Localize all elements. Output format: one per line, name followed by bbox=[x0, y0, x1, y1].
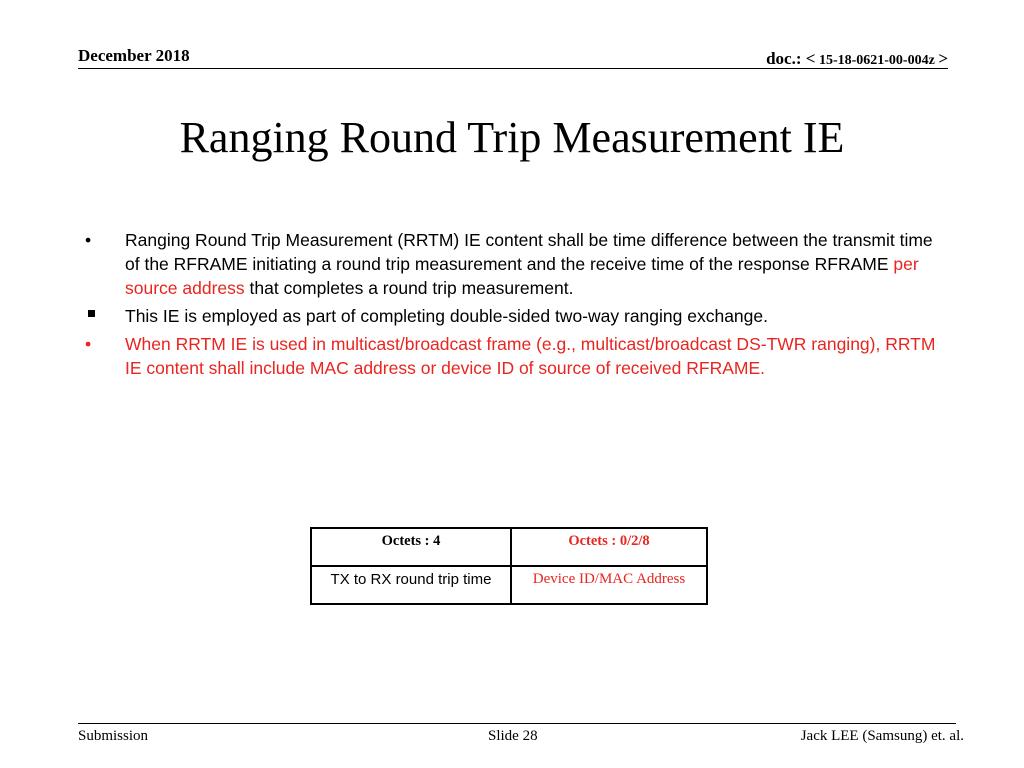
table-header-cell: Octets : 4 bbox=[311, 528, 511, 566]
doc-lt: < bbox=[805, 49, 816, 68]
doc-label: doc.: bbox=[766, 49, 806, 68]
header-divider bbox=[78, 68, 948, 69]
bullet-highlight: per source address bbox=[125, 254, 919, 298]
ie-format-table bbox=[310, 527, 708, 605]
bullet-square-icon bbox=[88, 310, 95, 317]
table-row bbox=[311, 566, 707, 604]
header-doc-id bbox=[766, 49, 948, 69]
bullet-item bbox=[85, 304, 945, 328]
bullet-text: Ranging Round Trip Measurement (RRTM) IE content shall be time difference between the transmit time of the RFRAME initiating a round trip measurement and the receive time of the response RFRAME bbox=[125, 230, 933, 274]
bullet-text-after: that completes a round trip measurement. bbox=[244, 278, 574, 298]
bullet-item bbox=[85, 228, 945, 300]
bullet-dot-icon: • bbox=[85, 334, 92, 354]
header-date: December 2018 bbox=[78, 46, 190, 65]
table-cell: Device ID/MAC Address bbox=[511, 566, 707, 604]
table-header-cell: Octets : 0/2/8 bbox=[511, 528, 707, 566]
bullet-dot-icon: • bbox=[85, 230, 92, 250]
slide-title: Ranging Round Trip Measurement IE bbox=[179, 113, 845, 162]
bullet-text: When RRTM IE is used in multicast/broadcast frame (e.g., multicast/broadcast DS-TWR ranging), RRTM IE content shall include MAC address or device ID of source of received RFRAME. bbox=[125, 334, 936, 378]
doc-gt: > bbox=[938, 49, 948, 68]
bullet-text: This IE is employed as part of completing double-sided two-way ranging exchange. bbox=[125, 306, 768, 326]
footer-submission: Submission bbox=[78, 728, 149, 744]
table-header-row bbox=[311, 528, 707, 566]
bullet-list bbox=[85, 228, 945, 384]
doc-number: 15-18-0621-00-004z bbox=[815, 53, 939, 68]
footer-divider bbox=[78, 723, 956, 724]
table-cell: TX to RX round trip time bbox=[311, 566, 511, 604]
footer-slide-number: Slide 28 bbox=[488, 728, 538, 744]
bullet-item bbox=[85, 332, 945, 380]
footer-author: Jack LEE (Samsung) et. al. bbox=[800, 728, 964, 744]
